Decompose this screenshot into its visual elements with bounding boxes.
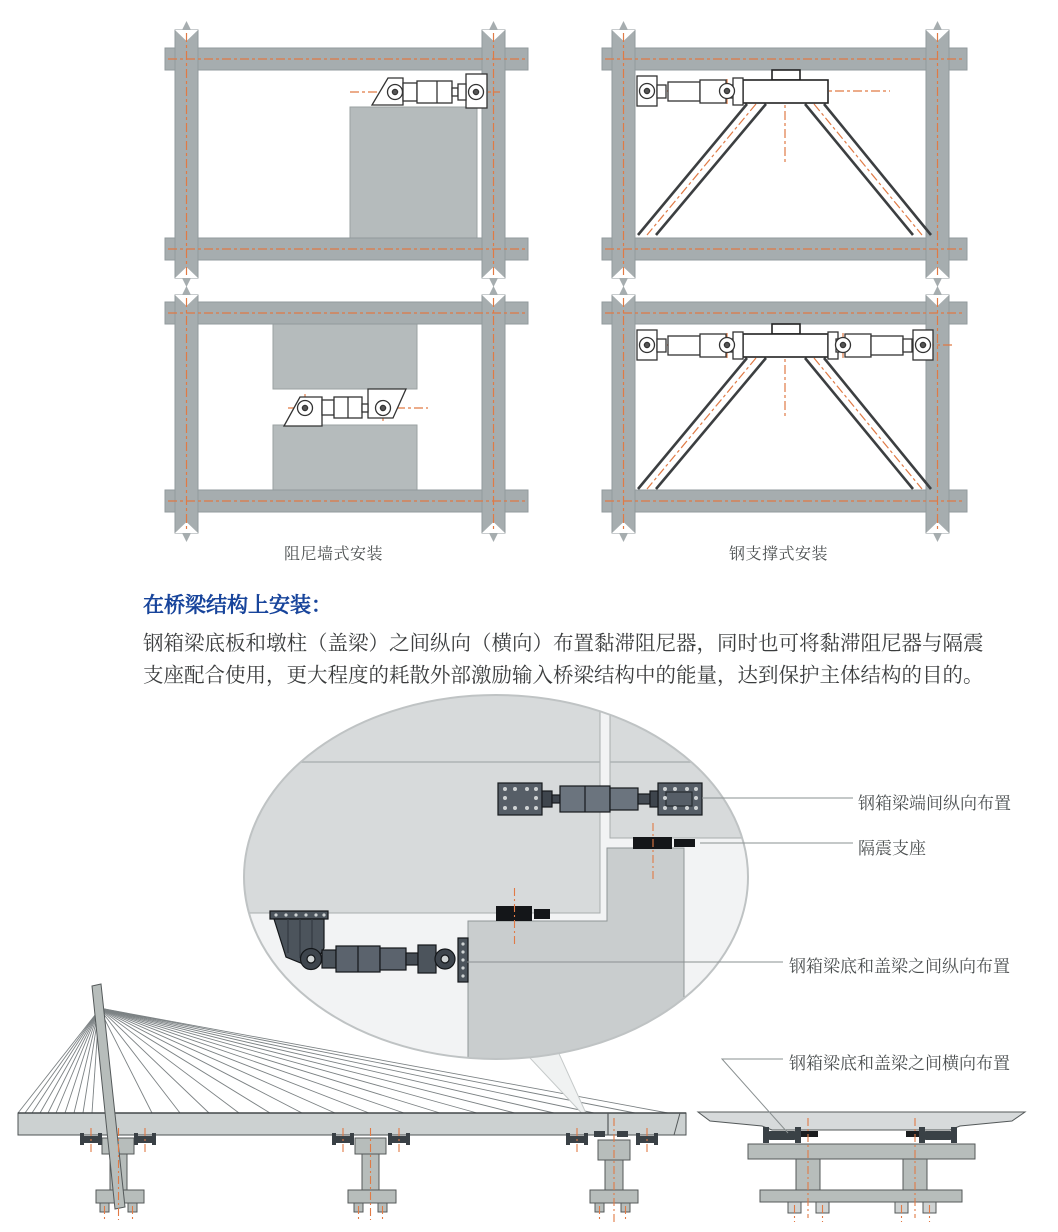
viscous-damper-between-walls [284,389,406,426]
right-box-girder [610,690,760,838]
callout-isolation-bearing: 隔震支座 [858,839,926,858]
brace-gusset [743,70,828,103]
steel-brace-frame-diagram-2 [602,286,967,542]
steel-brace-frame-diagram-1 [602,21,967,287]
cap-beam [748,1144,975,1159]
paragraph-line-1: 钢箱梁底板和墩柱（盖梁）之间纵向（横向）布置黏滞阻尼器，同时也可将黏滞阻尼器与隔震 [143,632,984,655]
piers [96,1138,638,1212]
viscous-damper-wall-top [372,74,487,108]
damping-wall-frame-diagram-2 [165,286,528,542]
caption-damping-wall-installation: 阻尼墙式安装 [284,546,384,563]
magnified-detail-lens [230,690,760,1060]
damping-wall-frame-diagram-1 [165,21,528,287]
box-girder-section [698,1112,1025,1130]
callout-girder-capbeam-longitudinal: 钢箱梁底和盖梁之间纵向布置 [789,957,1010,976]
section-paragraph [143,628,1053,691]
callout-girder-capbeam-transverse: 钢箱梁底和盖梁之间横向布置 [789,1054,1010,1073]
brace-gusset [743,324,828,357]
viscous-damper-right [828,330,933,360]
footing [760,1190,962,1202]
paragraph-line-2: 支座配合使用，更大程度的耗散外部激励输入桥梁结构中的能量，达到保护主体结构的目的。 [143,663,984,687]
section-heading: 在桥梁结构上安装： [143,594,332,617]
bridge-cross-section [698,1112,1025,1222]
callout-girder-end-longitudinal: 钢箱梁端间纵向布置 [858,794,1011,813]
girder-end-damper [498,783,702,815]
caption-steel-brace-installation: 钢支撑式安装 [729,546,829,563]
